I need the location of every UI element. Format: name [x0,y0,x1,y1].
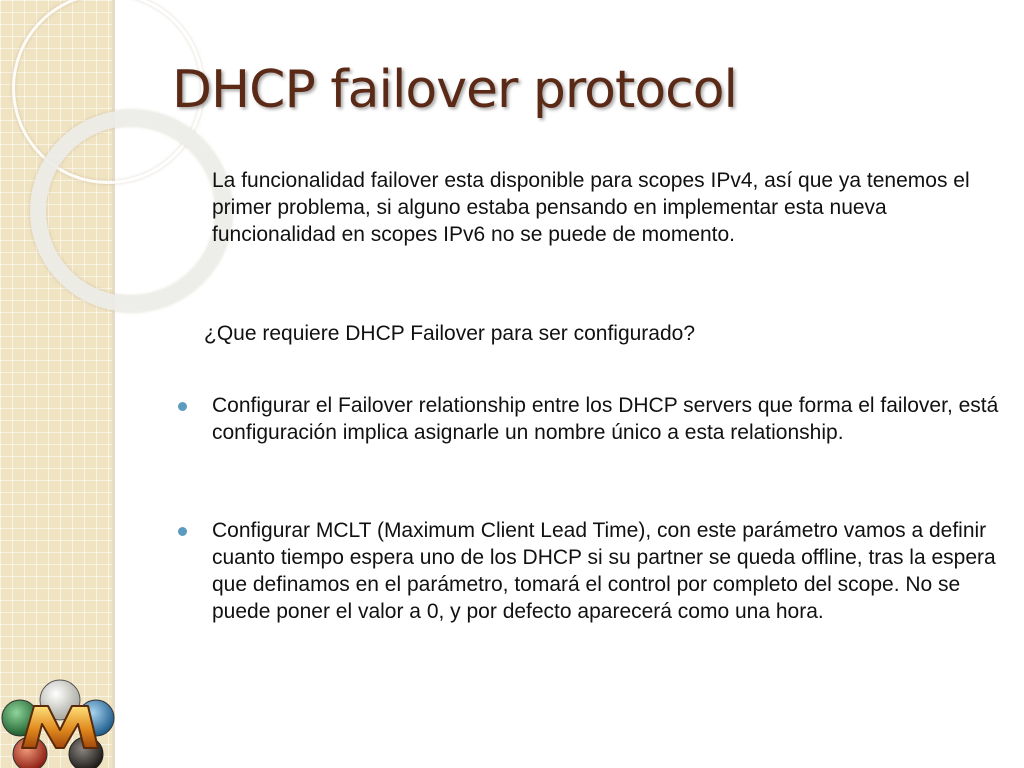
list-item-text: Configurar MCLT (Maximum Client Lead Time), con este parámetro vamos a definir cuanto tiempo espera uno de los DHCP si su partner se queda offline, tras la espera que definamos en el parámetro, tomará el control por completo del scope. No se puede poner el valor a 0, y por defecto aparecerá como una hora. [212,519,996,623]
page-title: DHCP failover protocol [172,60,738,120]
intro-paragraph: La funcionalidad failover esta disponible para scopes IPv4, así que ya tenemos el primer problema, si alguno estaba pensando en implementar esta nueva funcionalidad en scopes IPv6 no se puede de momento. [212,169,970,246]
bullet-dot-icon [178,527,187,536]
bullet-dot-icon [178,402,187,411]
magic-m-mana-logo-icon [0,676,122,768]
list-item-text: Configurar el Failover relationship entre los DHCP servers que forma el failover, está configuración implica asignarle un nombre único a esta relationship. [212,394,999,444]
decorative-ring-icon [30,110,232,312]
question-paragraph: ¿Que requiere DHCP Failover para ser configurado? [204,322,696,345]
